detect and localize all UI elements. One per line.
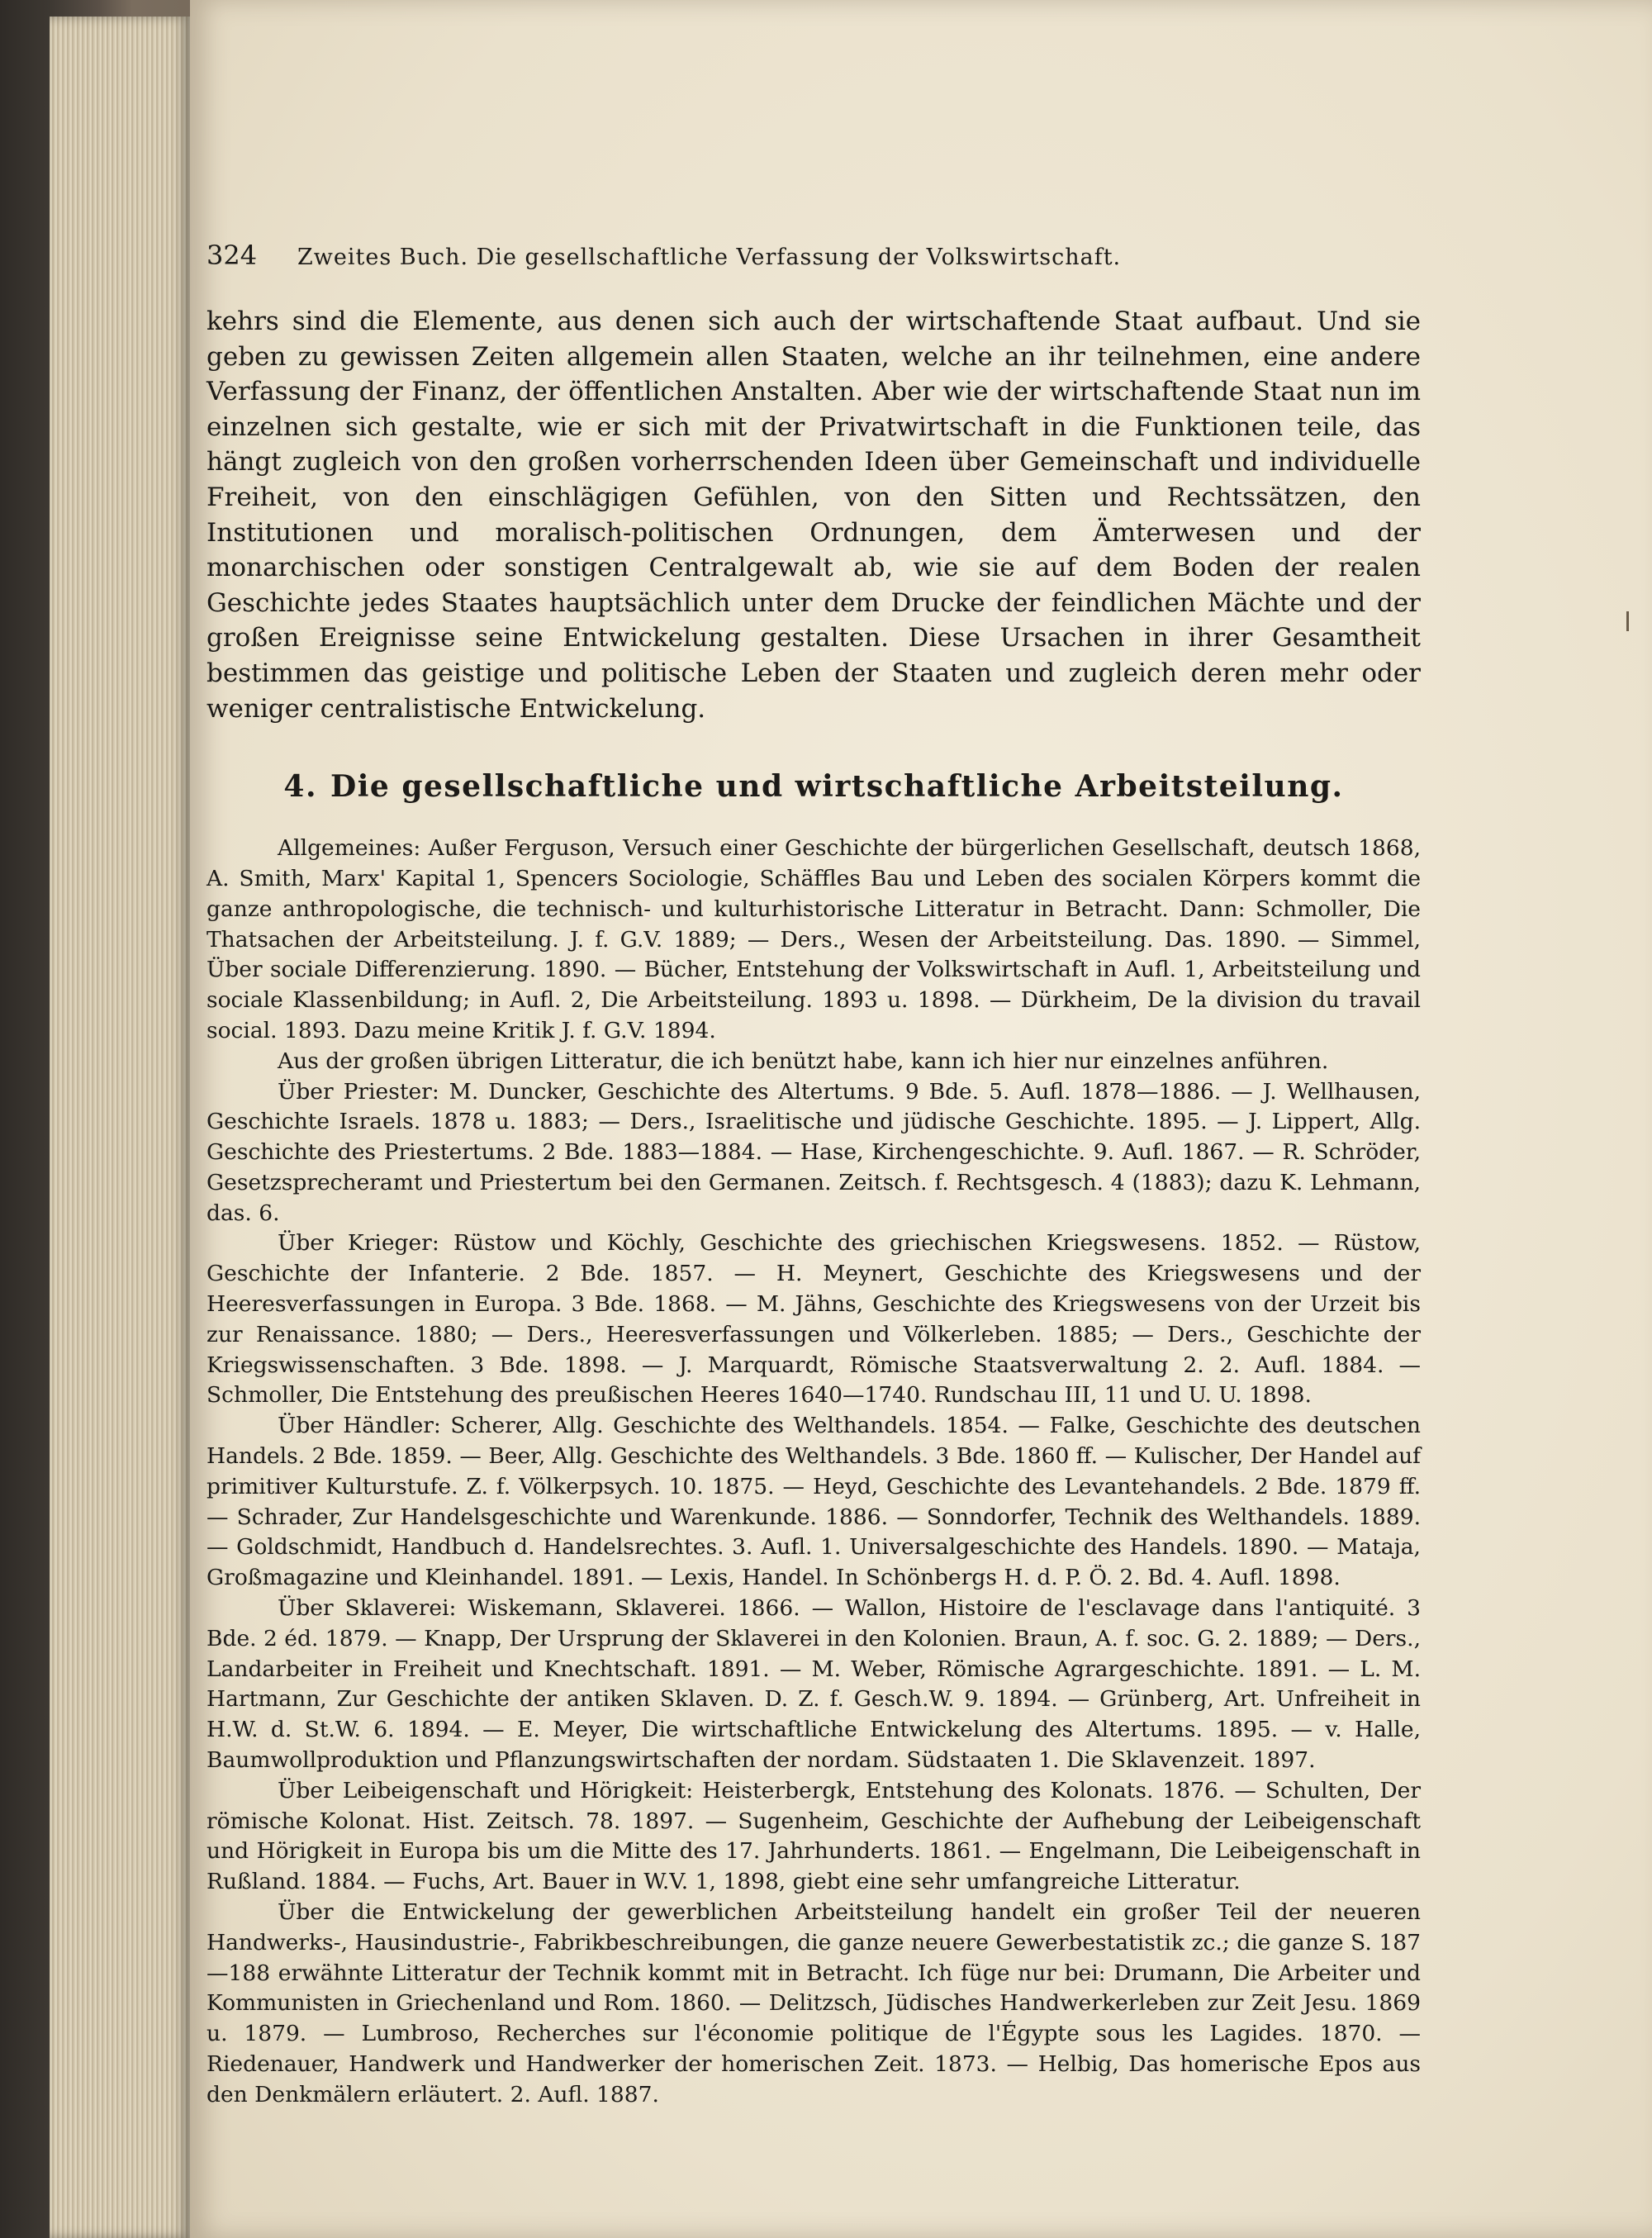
- margin-mark: [1626, 611, 1629, 631]
- running-head: [206, 240, 1421, 279]
- page-content: [206, 240, 1421, 2111]
- bibliography-entry: Aus der großen übrigen Litteratur, die ich benützt habe, kann ich hier nur einzelnes anführen.: [278, 1048, 1329, 1074]
- bibliography-entry: Allgemeines: Außer Ferguson, Versuch einer Geschichte der bürgerlichen Gesellschaft, deutsch 1868, A. Smith, Marx' Kapital 1, Spencers Sociologie, Schäffles Bau und Leben des socialen Körpers kommt die ganze anthropologische, die technisch- und kulturhistorische Litteratur in Betracht. Dann: Schmoller, Die Thatsachen der Arbeitsteilung. J. f. G.V. 1889; — Ders., Wesen der Arbeitsteilung. Das. 1890. — Simmel, Über sociale Differenzierung. 1890. — Bücher, Entstehung der Volkswirtschaft in Aufl. 1, Arbeitsteilung und sociale Klassenbildung; in Aufl. 2, Die Arbeitsteilung. 1893 u. 1898. — Dürkheim, De la division du travail social. 1893. Dazu meine Kritik J. f. G.V. 1894.: [206, 835, 1421, 1043]
- bibliography-entry: Über Krieger: Rüstow und Köchly, Geschichte des griechischen Kriegswesens. 1852. — Rüstow, Geschichte der Infanterie. 2 Bde. 1857. — H. Meynert, Geschichte des Kriegswesens und der Heeresverfassungen in Europa. 3 Bde. 1868. — M. Jähns, Geschichte des Kriegswesens von der Urzeit bis zur Renaissance. 1880; — Ders., Heeresverfassungen und Völkerleben. 1885; — Ders., Geschichte der Kriegswissenschaften. 3 Bde. 1898. — J. Marquardt, Römische Staatsverwaltung 2. 2. Aufl. 1884. — Schmoller, Die Entstehung des preußischen Heeres 1640—1740. Rundschau III, 11 und U. U. 1898.: [206, 1230, 1421, 1409]
- page-number: 324: [206, 240, 258, 271]
- section-heading: [206, 769, 1421, 804]
- bibliography-entry: Über die Entwickelung der gewerblichen Arbeitsteilung handelt ein großer Teil der neueren Handwerks-, Hausindustrie-, Fabrikbeschreibungen, die ganze neuere Gewerbestatistik zc.; die ganze S. 187—188 erwähnte Litteratur der Technik kommt mit in Betracht. Ich füge nur bei: Drumann, Die Arbeiter und Kommunisten in Griechenland und Rom. 1860. — Delitzsch, Jüdisches Handwerkerleben zur Zeit Jesu. 1869 u. 1879. — Lumbroso, Recherches sur l'économie politique de l'Égypte sous les Lagides. 1870. — Riedenauer, Handwerk und Handwerker der homerischen Zeit. 1873. — Helbig, Das homerische Epos aus den Denkmälern erläutert. 2. Aufl. 1887.: [206, 1899, 1421, 2107]
- bibliography-entry: Über Priester: M. Duncker, Geschichte des Altertums. 9 Bde. 5. Aufl. 1878—1886. — J. Wellhausen, Geschichte Israels. 1878 u. 1883; — Ders., Israelitische und jüdische Geschichte. 1895. — J. Lippert, Allg. Geschichte des Priestertums. 2 Bde. 1883—1884. — Hase, Kirchengeschichte. 9. Aufl. 1867. — R. Schröder, Gesetzsprecheramt und Priestertum bei den Germanen. Zeitsch. f. Rechtsgesch. 4 (1883); dazu K. Lehmann, das. 6.: [206, 1078, 1421, 1226]
- running-title: Zweites Buch. Die gesellschaftliche Verfassung der Volkswirtschaft.: [297, 245, 1122, 270]
- bibliography-entry: Über Leibeigenschaft und Hörigkeit: Heisterbergk, Entstehung des Kolonats. 1876. — Schulten, Der römische Kolonat. Hist. Zeitsch. 78. 1897. — Sugenheim, Geschichte der Aufhebung der Leibeigenschaft und Hörigkeit in Europa bis um die Mitte des 17. Jahrhunderts. 1861. — Engelmann, Die Leibeigenschaft in Rußland. 1884. — Fuchs, Art. Bauer in W.V. 1, 1898, giebt eine sehr umfangreiche Litteratur.: [206, 1777, 1421, 1895]
- bibliography-entry: Über Sklaverei: Wiskemann, Sklaverei. 1866. — Wallon, Histoire de l'esclavage dans l'antiquité. 3 Bde. 2 éd. 1879. — Knapp, Der Ursprung der Sklaverei in den Kolonien. Braun, A. f. soc. G. 2. 1889; — Ders., Landarbeiter in Freiheit und Knechtschaft. 1891. — M. Weber, Römische Agrargeschichte. 1891. — L. M. Hartmann, Zur Geschichte der antiken Sklaven. D. Z. f. Gesch.W. 9. 1894. — Grünberg, Art. Unfreiheit in H.W. d. St.W. 6. 1894. — E. Meyer, Die wirtschaftliche Entwickelung des Altertums. 1895. — v. Halle, Baumwollproduktion und Pflanzungswirtschaften der nordam. Südstaaten 1. Die Sklavenzeit. 1897.: [206, 1595, 1421, 1774]
- intro-paragraph: kehrs sind die Elemente, aus denen sich auch der wirtschaftende Staat aufbaut. Und sie geben zu gewissen Zeiten allgemein allen Staaten, welche an ihr teilnehmen, eine andere Verfassung der Finanz, der öffentlichen Anstalten. Aber wie der wirtschaftende Staat nun im einzelnen sich gestalte, wie er sich mit der Privatwirtschaft in die Funktionen teile, das hängt zugleich von den großen vorherrschenden Ideen über Gemeinschaft und individuelle Freiheit, von den einschlägigen Gefühlen, von den Sitten und Rechtssätzen, den Institutionen und moralisch-politischen Ordnungen, dem Ämterwesen und der monarchischen oder sonstigen Centralgewalt ab, wie sie auf dem Boden der realen Geschichte jedes Staates hauptsächlich unter dem Drucke der feindlichen Mächte und der großen Ereignisse seine Entwickelung gestalten. Diese Ursachen in ihrer Gesamtheit bestimmen das geistige und politische Leben der Staaten und zugleich deren mehr oder weniger centralistische Entwickelung.: [206, 306, 1421, 724]
- section-title: Die gesellschaftliche und wirtschaftliche Arbeitsteilung.: [330, 769, 1344, 805]
- bibliography-entry: Über Händler: Scherer, Allg. Geschichte des Welthandels. 1854. — Falke, Geschichte des deutschen Handels. 2 Bde. 1859. — Beer, Allg. Geschichte des Welthandels. 3 Bde. 1860 ff. — Kulischer, Der Handel auf primitiver Kulturstufe. Z. f. Völkerpsych. 10. 1875. — Heyd, Geschichte des Levantehandels. 2 Bde. 1879 ff. — Schrader, Zur Handelsgeschichte und Warenkunde. 1886. — Sonndorfer, Technik des Welthandels. 1889. — Goldschmidt, Handbuch d. Handelsrechtes. 3. Aufl. 1. Universalgeschichte des Handels. 1890. — Mataja, Großmagazine und Kleinhandel. 1891. — Lexis, Handel. In Schönbergs H. d. P. Ö. 2. Bd. 4. Aufl. 1898.: [206, 1413, 1421, 1591]
- section-number: 4.: [283, 769, 317, 805]
- book-page-edges: [50, 17, 190, 2238]
